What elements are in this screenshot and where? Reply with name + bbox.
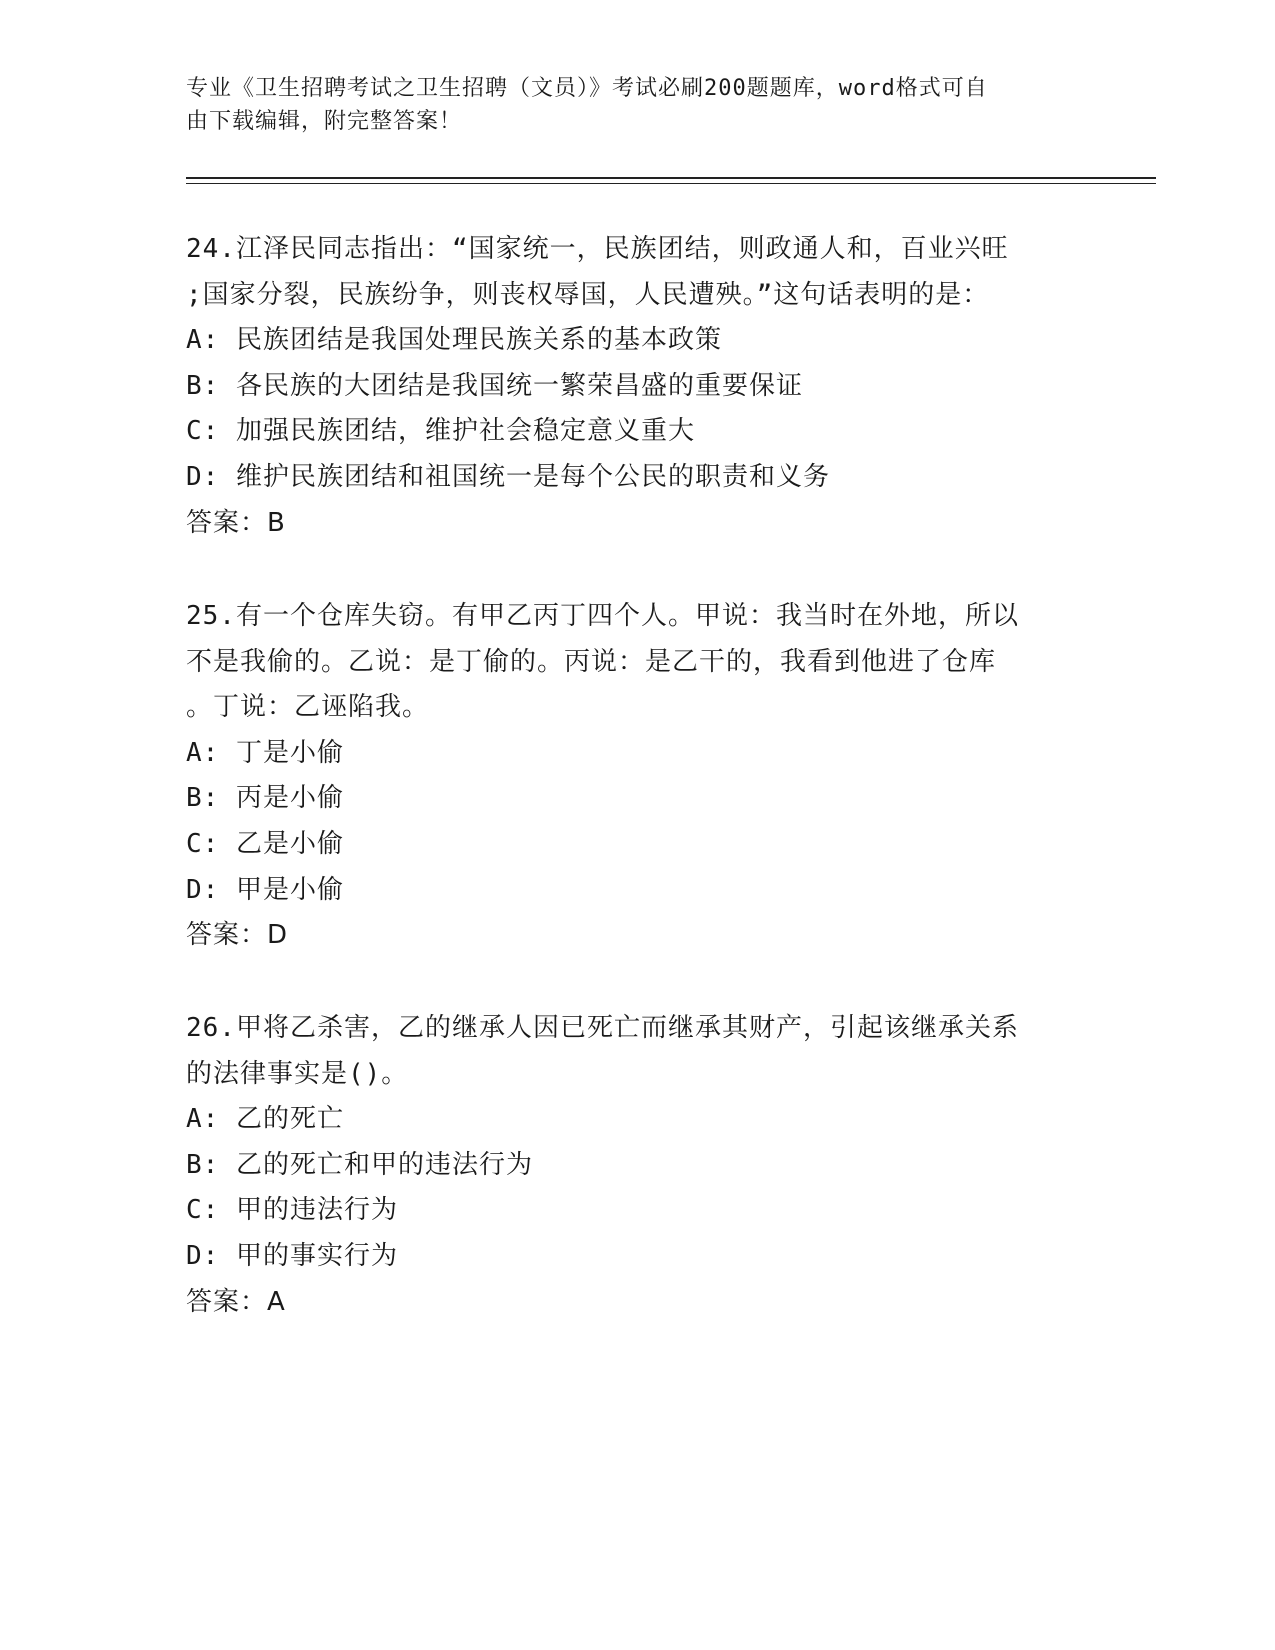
- answer-line: 答案：A: [186, 1286, 286, 1317]
- question-25: [186, 594, 1086, 959]
- question-stem-line: 26.甲将乙杀害，乙的继承人因已死亡而继承其财产，引起该继承关系: [186, 1013, 1019, 1043]
- header-line-1: 专业《卫生招聘考试之卫生招聘（文员）》考试必刷200题题库，word格式可自: [186, 76, 988, 101]
- option-b: B: 丙是小偷: [186, 783, 344, 814]
- option-c: C: 甲的违法行为: [186, 1195, 398, 1226]
- option-c: C: 乙是小偷: [186, 828, 344, 859]
- question-stem-line: 25.有一个仓库失窃。有甲乙丙丁四个人。甲说：我当时在外地，所以: [186, 601, 1019, 631]
- answer-line: 答案：B: [186, 507, 286, 538]
- header-divider-thin: [186, 183, 1156, 184]
- question-stem-line: 的法律事实是()。: [186, 1058, 409, 1089]
- question-stem-line: 24.江泽民同志指出：“国家统一，民族团结，则政通人和，百业兴旺: [186, 234, 1009, 264]
- question-stem-line: 不是我偷的。乙说：是丁偷的。丙说：是乙干的，我看到他进了仓库: [186, 646, 997, 677]
- option-a: A: 丁是小偷: [186, 737, 344, 768]
- option-c: C: 加强民族团结，维护社会稳定意义重大: [186, 416, 695, 447]
- option-d: D: 甲是小偷: [186, 874, 344, 905]
- question-stem-line: ;国家分裂，民族纷争，则丧权辱国，人民遭殃。”这句话表明的是：: [186, 279, 990, 310]
- option-a: A: 民族团结是我国处理民族关系的基本政策: [186, 325, 722, 356]
- header-line-2: 由下载编辑，附完整答案！: [186, 109, 463, 134]
- question-24: [186, 227, 1086, 546]
- document-header: [186, 72, 1066, 138]
- question-26: [186, 1006, 1086, 1325]
- option-d: D: 维护民族团结和祖国统一是每个公民的职责和义务: [186, 461, 830, 492]
- header-divider-thick: [186, 177, 1156, 179]
- answer-line: 答案：D: [186, 920, 289, 951]
- option-d: D: 甲的事实行为: [186, 1240, 398, 1271]
- option-b: B: 乙的死亡和甲的违法行为: [186, 1149, 533, 1180]
- option-b: B: 各民族的大团结是我国统一繁荣昌盛的重要保证: [186, 370, 803, 401]
- option-a: A: 乙的死亡: [186, 1104, 344, 1135]
- question-stem-line: 。丁说：乙诬陷我。: [186, 692, 430, 723]
